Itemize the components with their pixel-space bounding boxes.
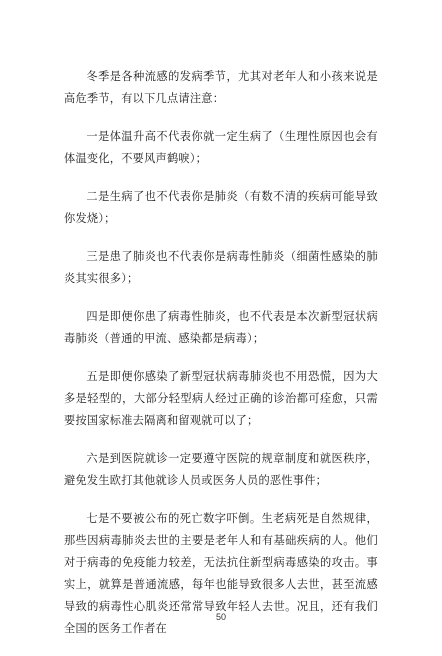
paragraph-point-4: 四是即便你患了病毒性肺炎，也不代表是本次新型冠状病毒肺炎（普通的甲流、感染都是病毒）； <box>64 310 378 345</box>
body-text <box>64 66 378 656</box>
paragraph-point-2: 二是生病了也不代表你是肺炎（有数不清的疾病可能导致你发烧）； <box>64 190 378 225</box>
page-number: 50 <box>215 612 226 622</box>
paragraph-point-6: 六是到医院就诊一定要遵守医院的规章制度和就医秩序，避免发生欧打其他就诊人员或医务人员的恶性事件； <box>64 452 378 487</box>
paragraph-point-7: 七是不要被公布的死亡数字吓倒。生老病死是自然规律，那些因病毒肺炎去世的主要是老年人和有基础疾病的人。他们对于病毒的免疫能力较差，无法抗住新型病毒感染的攻击。事实上，就算是普通流感，每年也能导致很多人去世，甚至流感导致的病毒性心肌炎还常常导致年轻人去世。况且，还有我们全国的医务工作者在 <box>64 512 378 635</box>
paragraph-point-3: 三是患了肺炎也不代表你是病毒性肺炎（细菌性感染的肺炎其实很多）； <box>64 250 378 285</box>
paragraph-point-5: 五是即便你感染了新型冠状病毒肺炎也不用恐慌，因为大多是轻型的，大部分轻型病人经过正确的诊治都可痊愈，只需要按国家标准去隔离和留观就可以了； <box>64 370 378 427</box>
paragraph-point-1: 一是体温升高不代表你就一定生病了（生理性原因也会有体温变化，不要风声鹤唳）； <box>64 130 378 165</box>
paragraph-intro: 冬季是各种流感的发病季节，尤其对老年人和小孩来说是高危季节，有以下几点请注意： <box>64 70 378 105</box>
